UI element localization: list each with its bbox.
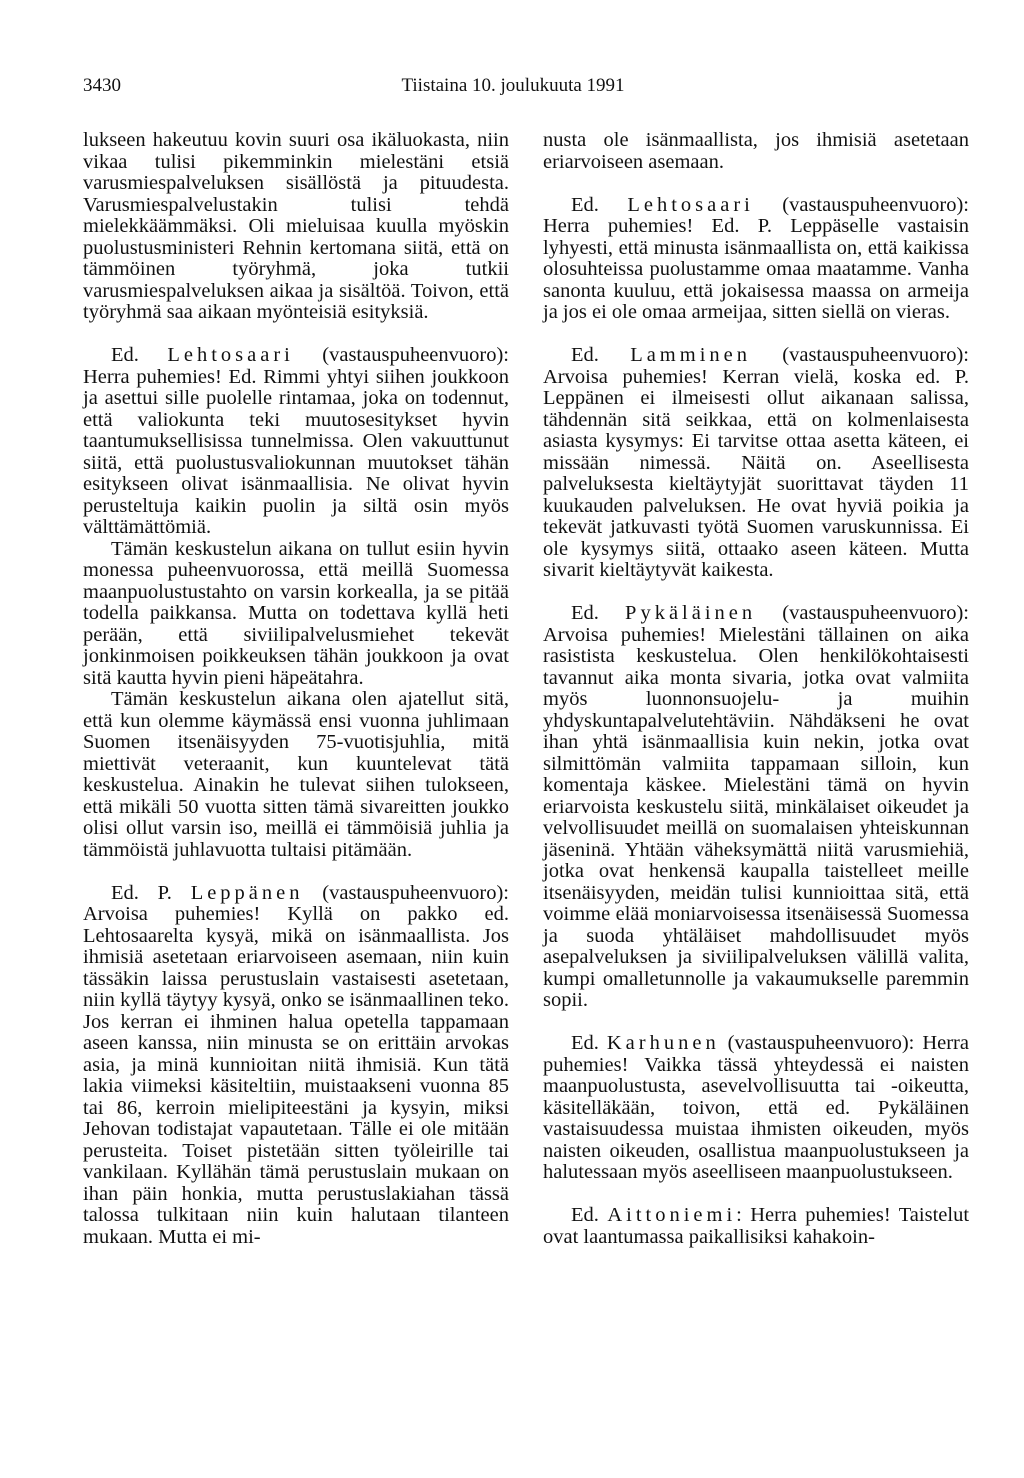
speech-text: (vastauspuheenvuoro): Herra puhemies! Ed. Rimmi yhtyi siihen joukkoon ja asettui sille puolelle rintamaa, joka on todennut, että valiokunta teki muutosesitykset hyvin taantumuksellisissa tunnelmissa. Olen vakuuttunut siitä, että puolustusvaliokunnan muutokset tähän esitykseen olivat isänmaallisia. Ne olivat hyvin perusteltuja kaikin puolin ja siltä osin myös välttämättömiä. xyxy=(83,344,509,538)
speaker-prefix: Ed. xyxy=(571,1204,599,1226)
paragraph: nusta ole isänmaallista, jos ihmisiä asetetaan eriarvoiseen asemaan. xyxy=(543,129,969,173)
speaker-name: Lehtosaari xyxy=(627,193,754,216)
speech-lehtosaari xyxy=(543,195,969,324)
speech-text: (vastauspuheenvuoro): Herra puhemies! Vaikka tässä yhteydessä ei naisten maanpuolustusta, asevelvollisuutta tai -oikeutta, käsitelläkään, toivon, että ed. Pykäläinen vastaisuudessa muistaa ihmisten oikeuden, myös naisten oikeuden, osallistua maanpuolustukseen ja halutessaan myös aseelliseen maanpuolustukseen. xyxy=(543,1032,969,1183)
left-column xyxy=(83,130,509,1248)
speaker-prefix: Ed. xyxy=(571,1032,599,1054)
speech-text: (vastauspuheenvuoro): Arvoisa puhemies! Kerran vielä, koska ed. P. Leppänen ei ilmeisesti ollut aikanaan salissa, tähdennän sitä seikkaa, että on kolmenlaisesta asiasta kysymys: Ei tarvitse ottaa asetta käteen, ei missään nimessä. Näitä on. Aseellisesta palveluksesta kieltäytyjät suorittavat täyden 11 kuukauden palveluksen. He ovat hyviä poikia ja tekevät jatkuvasti työtä Suomen varuskunnissa. Ei ole kysymys siitä, ottaako aseen käteen. Mutta sivarit kieltäytyvät kaikesta. xyxy=(543,344,970,581)
speech-text: (vastauspuheenvuoro): Herra puhemies! Ed. P. Leppäselle vastaisin lyhyesti, että minusta isänmaallista on, että kaikissa olosuhteissa puolustamme omaa maatamme. Vanha sanonta kuuluu, että jokaisessa maassa on armeija ja jos ei ole omaa armeijaa, sitten siellä on vieras. xyxy=(543,193,969,323)
speaker-prefix: Ed. xyxy=(571,193,599,216)
right-column xyxy=(543,130,969,1248)
speaker-name: Leppänen xyxy=(190,881,304,904)
paragraph: Tämän keskustelun aikana olen ajatellut sitä, että kun olemme käymässä ensi vuonna juhlimaan Suomen itsenäisyyden 75-vuotisjuhlia, mitä miettivät veteraanit, kun kuuntelevat tätä keskustelua. Ainakin he tulevat siihen tulokseen, että mikäli 50 vuotta sitten tämä sivareitten joukko olisi ollut varsin iso, meillä ei tämmöisiä juhlia ja tämmöistä juhlavuotta tultaisi pitämään. xyxy=(83,688,509,861)
speaker-name: Karhunen xyxy=(606,1032,720,1054)
speech-aittoniemi xyxy=(543,1205,969,1248)
page-number: 3430 xyxy=(83,75,121,96)
speaker-prefix: Ed. P. xyxy=(111,881,172,904)
page-header xyxy=(83,75,943,105)
speaker-name: Pykäläinen xyxy=(625,602,757,624)
speaker-colon: : xyxy=(736,1204,742,1226)
running-head: Tiistaina 10. joulukuuta 1991 xyxy=(401,75,625,96)
paragraph: lukseen hakeutuu kovin suuri osa ikäluokasta, niin vikaa tulisi pikemminkin mielestäni etsiä varusmiespalveluksen sisällöstä ja pituudesta. Varusmiespalvelustakin tulisi tehdä mielekkäämmäksi. Oli mieluisaa kuulla myöskin puolustusministeri Rehnin kertomana siitä, että on tämmöinen työryhmä, joka tutkii varusmiespalveluksen aikaa ja sisältöä. Toivon, että työryhmä saa aikaan myönteisiä esityksiä. xyxy=(83,129,509,323)
speaker-name: Lamminen xyxy=(630,344,751,366)
speaker-name: Lehtosaari xyxy=(167,344,294,366)
speech-text: (vastauspuheenvuoro): Arvoisa puhemies! Kyllä on pakko ed. Lehtosaarelta kysyä, mikä on isänmaallista. Jos ihmisiä asetetaan eriarvoiseen asemaan, niin kuin tässäkin laissa perustuslain vastaisesti asetetaan, niin kyllä täytyy kysyä, onko se isänmaallinen teko. Jos kerran ei ihminen halua opetella tappamaan aseen kanssa, niin minusta se on erittäin arvokas asia, ja minä kunnioitan niitä ihmisiä. Kun tätä lakia viimeksi käsiteltiin, muistaakseni vuonna 85 tai 86, kerroin mielipiteestäni ja kysyin, miksi Jehovan todistajat vapautetaan. Tälle ei ole mitään perusteita. Toiset pistetään sitten työleirille tai vankilaan. Kyllähän tämä perustuslain mukaan on ihan päin honkia, mutta perustuslakiahan tässä talossa tulkitaan niin kuin halutaan tilanteen mukaan. Mutta ei mi- xyxy=(83,881,510,1248)
speaker-prefix: Ed. xyxy=(571,344,599,366)
speaker-prefix: Ed. xyxy=(571,602,599,624)
speech-pykalainen xyxy=(543,603,969,1012)
speech-leppanen xyxy=(83,883,509,1249)
speaker-prefix: Ed. xyxy=(111,344,139,366)
speech-text: (vastauspuheenvuoro): Arvoisa puhemies! Mielestäni tällainen on aika rasistista keskustelua. Olen henkilökohtaisesti tavannut aika monta sivaria, jotka ovat valmiita myös luonnonsuojelu- ja muihin yhdyskuntapalvelutehtäviin. Nähdäkseni he ovat ihan yhtä isänmaallisia kuin nekin, jotka ovat silmittömän valmiita tappamaan silloin, kun komentaja käskee. Mielestäni tämä on hyvin eriarvoista keskustelu siitä, minkälaiset oikeudet ja velvollisuudet meillä on suomalaisen yhteiskunnan jäseninä. Yhtään väheksymättä niitä varusmiehiä, jotka ovat henkensä kaupalla taistelleet meille itsenäisyyden, meidän tulisi kunnioittaa sitä, että voimme elää moniarvoisessa itsenäisessä Suomessa ja suoda yhtäläiset mahdollisuudet myös asepalveluksen ja siviilipalveluksen välillä valita, kumpi omalletunnolle ja vakaumukselle paremmin sopii. xyxy=(543,602,970,1011)
speaker-name: Aittoniemi xyxy=(607,1204,737,1226)
speech-lamminen xyxy=(543,345,969,582)
speech-text: Herra puhemies! Taistelut ovat laantumassa paikallisiksi kahakoin- xyxy=(543,1204,970,1248)
paragraph: Tämän keskustelun aikana on tullut esiin hyvin monessa puheenvuorossa, että meillä Suomessa maanpuolustustahto on varsin korkealla, ja se pitää todella paikkansa. Mutta on todettava kyllä heti perään, että siviilipalvelusmiehet tekevät jonkinmoisen poikkeuksen tähän joukkoon ja ovat sitä kautta hyvin pieni häpeätahra. xyxy=(83,537,509,689)
speech-lehtosaari xyxy=(83,345,509,539)
speech-karhunen xyxy=(543,1033,969,1184)
